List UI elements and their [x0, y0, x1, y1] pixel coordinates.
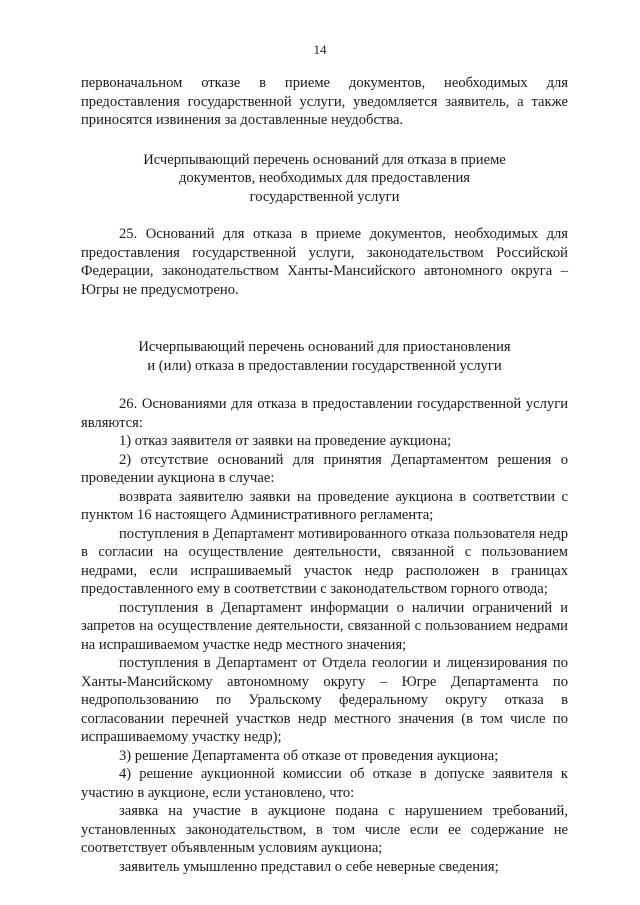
top-paragraph: первоначальном отказе в приеме документов, необходимых для предоставления государственной услуги, уведомляется заявитель, а также приносятся извинения за доставленные неудобства. — [81, 75, 568, 128]
p26-sub-f: заявитель умышленно представил о себе неверные сведения; — [119, 858, 499, 875]
p26-sub-e: заявка на участие в аукционе подана с нарушением требований, установленных законодательством, в том числе если ее содержание не соответствует объявленным условиям аукциона; — [81, 803, 568, 856]
paragraph-26 — [81, 395, 568, 876]
p26-item-4: 4) решение аукционной комиссии об отказе в допуске заявителя к участию в аукционе, если установлено, что: — [81, 766, 568, 801]
page-number: 14 — [313, 42, 327, 57]
heading1-line3: государственной услуги — [249, 188, 400, 205]
section-heading-2 — [81, 338, 568, 375]
heading1-line2: документов, необходимых для предоставления — [178, 170, 471, 186]
heading1-line1: Исчерпывающий перечень оснований для отказа в приеме — [143, 151, 506, 168]
section-heading-1 — [81, 151, 568, 207]
p26-sub-b: поступления в Департамент мотивированного отказа пользователя недр в согласии на осуществление деятельности, связанной с пользованием недрами, если испрашиваемый участок недр расположен в границах предоставленного ему в соответствии с законодательством горного отвода; — [81, 525, 568, 597]
document-body — [81, 74, 568, 876]
p26-sub-d: поступления в Департамент от Отдела геологии и лицензирования по Ханты-Мансийскому автономному округу – Югре Департамента по недропользованию по Уральскому федеральному округу отказа в согласовании перечней участков недр местного значения (в том числе по испрашиваемому участку недр); — [81, 655, 568, 745]
paragraph-25: 25. Оснований для отказа в приеме документов, необходимых для предоставления государственной услуги, законодательством Российской Федерации, законодательством Ханты-Мансийского автономного округа – Югры не предусмотрено. — [81, 226, 568, 298]
p26-item-3: 3) решение Департамента об отказе от проведения аукциона; — [119, 747, 499, 764]
p26-sub-c: поступления в Департамент информации о наличии ограничений и запретов на осуществление деятельности, связанной с пользованием недрами на испрашиваемом участке недр местного значения; — [81, 599, 568, 653]
heading2-line2: и (или) отказа в предоставлении государственной услуги — [147, 357, 502, 374]
p26-item-1: 1) отказ заявителя от заявки на проведение аукциона; — [119, 433, 452, 449]
heading2-line1: Исчерпывающий перечень оснований для приостановления — [138, 339, 511, 355]
p26-sub-a: возврата заявителю заявки на проведение аукциона в соответствии с пунктом 16 настоящего Административного регламента; — [81, 488, 568, 523]
p26-item-2: 2) отсутствие оснований для принятия Департаментом решения о проведении аукциона в случае: — [81, 451, 568, 486]
p26-intro: 26. Основаниями для отказа в предоставлении государственной услуги являются: — [81, 396, 568, 431]
